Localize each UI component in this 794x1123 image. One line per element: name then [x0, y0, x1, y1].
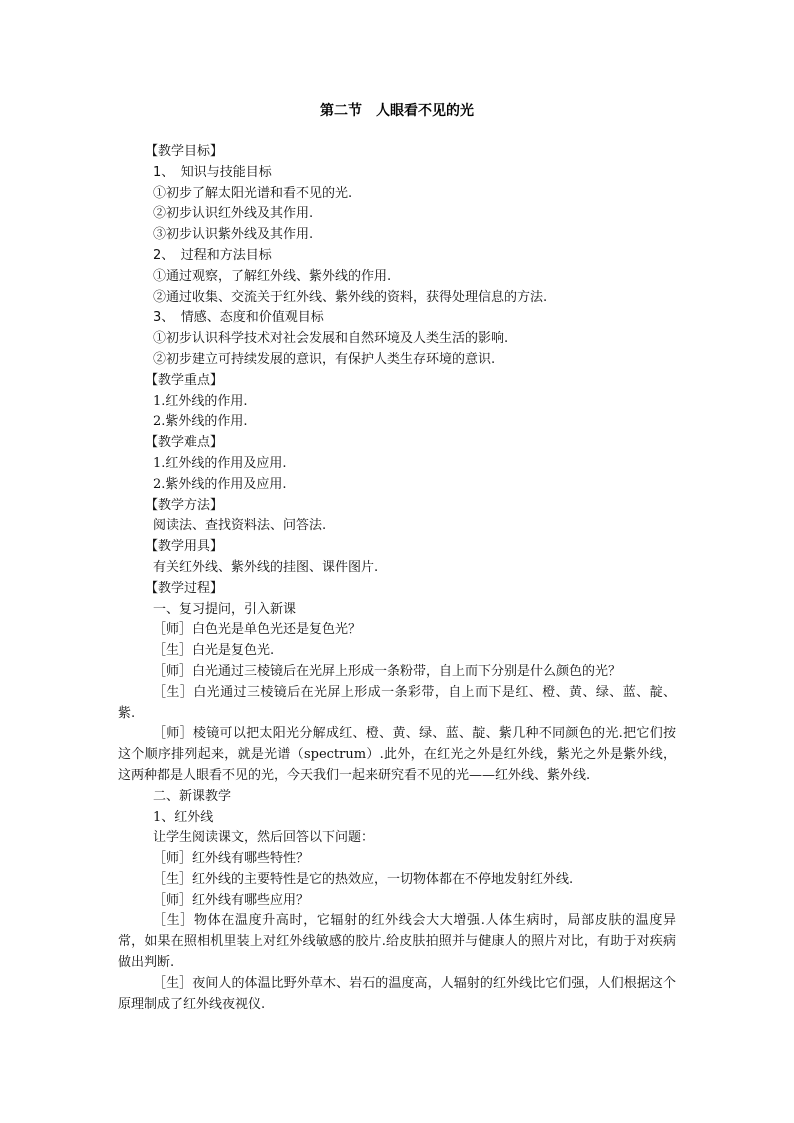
text-line: ［师］棱镜可以把太阳光分解成红、橙、黄、绿、蓝、靛、紫几种不同颜色的光.把它们按这个顺序排列起来，就是光谱（spectrum）.此外，在红光之外是红外线，紫光之外是紫外线，这两种都是人眼看不见的光，今天我们一起来研究看不见的光——红外线、紫外线. — [118, 726, 676, 783]
text-line: 有关红外线、紫外线的挂图、课件图片. — [153, 559, 379, 575]
text-line: ［生］物体在温度升高时，它辐射的红外线会大大增强.人体生病时，局部皮肤的温度异常，如果在照相机里装上对红外线敏感的胶片.给皮肤拍照并与健康人的照片对比，有助于对疾病做出判断. — [118, 913, 676, 971]
text-line: 【教学重点】 — [145, 372, 224, 388]
text-line: 3、 情感、态度和价值观目标 — [153, 310, 324, 326]
text-line: 【教学用具】 — [145, 539, 224, 555]
text-line: ［生］红外线的主要特性是它的热效应，一切物体都在不停地发射红外线. — [153, 871, 574, 887]
text-line: ①初步认识科学技术对社会发展和自然环境及人类生活的影响. — [153, 331, 509, 347]
text-line: 1、 知识与技能目标 — [153, 164, 272, 180]
text-line: 【教学目标】 — [145, 144, 224, 159]
text-line: ①通过观察，了解红外线、紫外线的作用. — [153, 268, 392, 284]
text-line: 让学生阅读课文，然后回答以下问题： — [153, 830, 375, 846]
text-line: 1.红外线的作用. — [153, 393, 248, 409]
text-line: ①初步了解太阳光谱和看不见的光. — [153, 185, 353, 201]
text-line: 阅读法、查找资料法、问答法. — [153, 518, 327, 534]
text-line: ［生］白光是复色光. — [153, 643, 275, 659]
text-line: 1.红外线的作用及应用. — [153, 455, 287, 471]
text-line: ［师］红外线有哪些应用？ — [153, 892, 310, 908]
text-line: 【教学过程】 — [145, 580, 224, 596]
document-body — [118, 142, 676, 1015]
text-line: 【教学难点】 — [145, 435, 224, 451]
text-line: ②通过收集、交流关于红外线、紫外线的资料，获得处理信息的方法. — [153, 289, 548, 305]
text-line: ［生］白光通过三棱镜后在光屏上形成一条彩带，自上而下是红、橙、黄、绿、蓝、靛、紫. — [118, 684, 676, 721]
text-line: 一、复习提问，引入新课 — [153, 601, 297, 617]
text-line: 2.紫外线的作用. — [153, 414, 248, 430]
text-line: ③初步认识紫外线及其作用. — [153, 227, 314, 243]
text-line: ［师］白光通过三棱镜后在光屏上形成一条粉带，自上而下分别是什么颜色的光？ — [153, 663, 622, 679]
text-line: 二、新课教学 — [153, 788, 232, 804]
text-line: 1、红外线 — [153, 809, 214, 825]
text-line: ②初步认识红外线及其作用. — [153, 206, 314, 222]
text-line: ［师］红外线有哪些特性？ — [153, 851, 310, 867]
text-line: 2.紫外线的作用及应用. — [153, 476, 287, 492]
text-line: ［生］夜间人的体温比野外草木、岩石的温度高，人辐射的红外线比它们强，人们根据这个原理制成了红外线夜视仪. — [118, 975, 676, 1012]
text-line: 2、 过程和方法目标 — [153, 247, 272, 263]
text-line: 【教学方法】 — [145, 497, 224, 513]
text-line: ②初步建立可持续发展的意识，有保护人类生存环境的意识. — [153, 351, 496, 367]
text-line: ［师］白色光是单色光还是复色光？ — [153, 622, 362, 638]
page-title: 第二节 人眼看不见的光 — [320, 103, 474, 119]
